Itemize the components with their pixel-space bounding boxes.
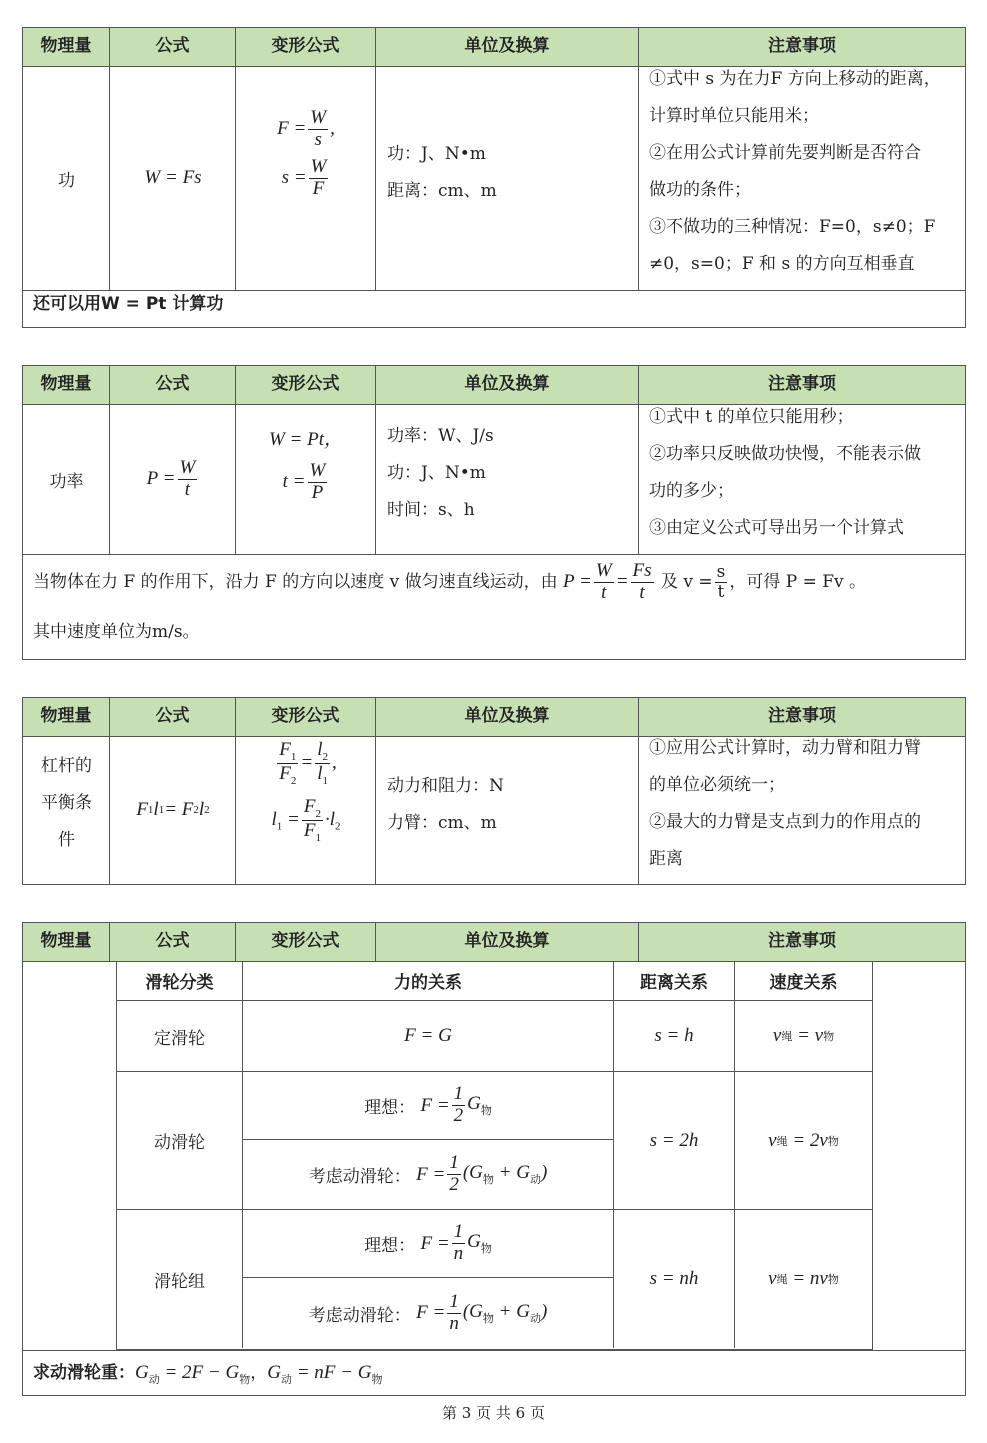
header-quantity: 物理量 (23, 28, 110, 66)
inner-header-speed: 速度关系 (735, 961, 872, 1001)
header-transform: 变形公式 (236, 28, 376, 66)
fixed-pulley-distance: s = h (614, 1001, 735, 1072)
header-quantity: 物理量 (23, 923, 110, 961)
work-table (22, 27, 966, 328)
work-units: 功：J、N•m 距离：cm、m (387, 144, 497, 201)
inner-header-distance: 距离关系 (614, 961, 735, 1001)
power-footer: 当物体在力 F 的作用下，沿力 F 的方向以速度 v 做匀速直线运动，由 P = $\frac{W}{t}$ = $\frac{Fs}{t}$ 及 v = $\frac{s}{t}$ ，可得 P = Fv 。 (33, 560, 867, 603)
pulley-group-real: 考虑动滑轮： F = $\frac{1}{n}$ $(G_物 + G_动)$ (243, 1278, 614, 1348)
page-footer: 第 3 页 共 6 页 (442, 1404, 545, 1422)
header-units: 单位及换算 (376, 366, 639, 404)
header-notes: 注意事项 (768, 36, 836, 56)
header-units: 单位及换算 (376, 923, 639, 961)
pulley-group-distance: s = nh (614, 1210, 735, 1348)
pulley-table (22, 922, 966, 1396)
lever-formula: F 1 l 1 = F 2 l 2 (136, 799, 210, 820)
pulley-group-ideal: 理想： F = $\frac{1}{n}$ $G_物$ (243, 1210, 614, 1278)
header-transform: 变形公式 (236, 366, 376, 404)
fixed-pulley-force: F = G (243, 1001, 614, 1072)
pulley-footer: 求动滑轮重：$G_动 = 2F - G_物$，$G_动$ = nF − $G_物$ (33, 1362, 383, 1386)
header-quantity: 物理量 (23, 698, 110, 736)
fixed-pulley-name: 定滑轮 (117, 1001, 243, 1072)
movable-pulley-real: 考虑动滑轮： F = $\frac{1}{2}$ $(G_物 + G_动)$ (243, 1140, 614, 1210)
inner-header-force: 力的关系 (243, 961, 614, 1001)
header-units: 单位及换算 (376, 698, 639, 736)
header-quantity: 物理量 (23, 366, 110, 404)
power-footer-line2: 其中速度单位为m/s。 (33, 622, 200, 642)
movable-pulley-speed: v 绳 = 2v 物 (735, 1072, 872, 1210)
work-notes: ①式中 s 为在力F 方向上移动的距离， 计算时单位只能用米； ②在用公式计算前先要判断是否符合 做功的条件； ③不做功的三种情况：F=0，s≠0；F ≠0，s=0；F 和 s 的方向互相垂直 (649, 69, 941, 274)
table-header (23, 923, 965, 962)
pulley-group-name: 滑轮组 (117, 1210, 243, 1348)
power-table (22, 365, 966, 660)
header-units: 单位及换算 (376, 28, 639, 66)
header-notes: 注意事项 (768, 374, 836, 394)
header-notes: 注意事项 (768, 931, 836, 951)
pulley-inner-table (116, 961, 873, 1350)
power-notes: ①式中 t 的单位只能用秒； ②功率只反映做功快慢，不能表示做 功的多少； ③由定义公式可导出另一个计算式 (649, 407, 921, 538)
header-formula: 公式 (110, 366, 236, 404)
work-transform: F = $\frac{W}{s}$ , s = $\frac{W}{F}$ (277, 107, 335, 199)
work-formula: W = Fs (144, 167, 202, 188)
lever-quantity: 杠杆的 平衡条 件 (41, 756, 92, 850)
header-formula: 公式 (110, 28, 236, 66)
power-transform: W = Pt， t = $\frac{W}{P}$ (268, 429, 344, 503)
inner-header-type: 滑轮分类 (117, 961, 243, 1001)
work-footer: 还可以用W = Pt 计算功 (33, 294, 224, 314)
header-formula: 公式 (110, 923, 236, 961)
work-quantity: 功 (58, 170, 75, 191)
lever-units: 动力和阻力：N 力臂：cm、m (387, 776, 504, 833)
power-quantity: 功率 (49, 471, 84, 492)
lever-table (22, 697, 966, 885)
header-formula: 公式 (110, 698, 236, 736)
lever-transform: $\frac{F_1}{F_2}$ = $\frac{l_2}{l_1}$ , $l_1$ = $\frac{F_2}{F_1}$ $\cdot l_2$ (271, 739, 341, 844)
header-transform: 变形公式 (236, 698, 376, 736)
power-units: 功率：W、J/s 功：J、N•m 时间：s、h (387, 426, 494, 520)
pulley-group-speed: v 绳 = nv 物 (768, 1268, 839, 1289)
movable-pulley-name: 动滑轮 (117, 1072, 243, 1210)
header-notes: 注意事项 (768, 706, 836, 726)
movable-pulley-distance: s = 2h (614, 1072, 735, 1210)
header-transform: 变形公式 (236, 923, 376, 961)
fixed-pulley-speed: v 绳 = v 物 (735, 1001, 872, 1072)
lever-notes: ①应用公式计算时，动力臂和阻力臂 的单位必须统一； ②最大的力臂是支点到力的作用点的 距离 (649, 738, 921, 869)
movable-pulley-ideal: 理想： F = $\frac{1}{2}$ $G_物$ (243, 1072, 614, 1140)
power-formula: P = $\frac{W}{t}$ (146, 456, 196, 500)
